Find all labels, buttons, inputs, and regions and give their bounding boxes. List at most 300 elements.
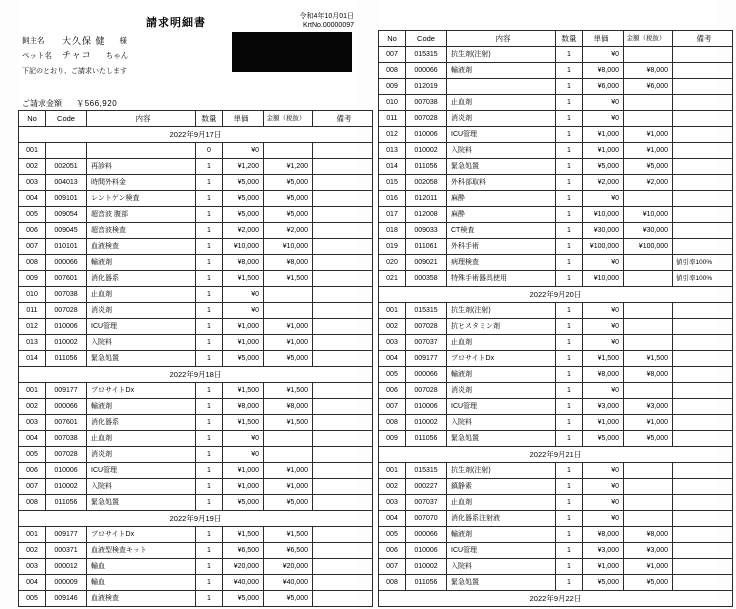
cell-qty: 1 — [556, 207, 583, 223]
cell-name: 血液検査 — [87, 591, 196, 607]
cell-amount: ¥1,500 — [624, 351, 673, 367]
cell-name: 消炎剤 — [447, 383, 556, 399]
cell-qty: 1 — [196, 303, 223, 319]
cell-name: レントゲン検査 — [87, 191, 196, 207]
date-label: 2022年9月18日 — [19, 367, 373, 383]
cell-name: 輸血 — [87, 575, 196, 591]
cell-no: 017 — [379, 207, 406, 223]
table-row — [379, 527, 733, 543]
cell-amount: ¥5,000 — [624, 431, 673, 447]
col-qty: 数量 — [196, 111, 223, 127]
cell-qty: 1 — [196, 175, 223, 191]
cell-no: 007 — [19, 239, 46, 255]
cell-code: 010006 — [406, 399, 447, 415]
cell-price: ¥8,000 — [583, 63, 624, 79]
cell-memo — [673, 191, 733, 207]
cell-code: 012008 — [406, 207, 447, 223]
cell-name: 入院料 — [447, 415, 556, 431]
cell-price: ¥0 — [583, 191, 624, 207]
cell-qty: 1 — [196, 271, 223, 287]
cell-price: ¥6,500 — [223, 543, 264, 559]
cell-no: 007 — [379, 399, 406, 415]
cell-qty: 1 — [196, 431, 223, 447]
cell-amount — [624, 335, 673, 351]
invoice-left-column — [18, 0, 358, 609]
cell-memo — [313, 559, 373, 575]
pet-suffix: ちゃん — [105, 50, 129, 60]
cell-memo — [673, 543, 733, 559]
cell-price: ¥0 — [223, 287, 264, 303]
cell-no: 021 — [379, 271, 406, 287]
cell-qty: 1 — [556, 143, 583, 159]
cell-qty: 1 — [556, 543, 583, 559]
cell-name: 鎮静素 — [447, 479, 556, 495]
cell-price: ¥0 — [583, 495, 624, 511]
date-label: 2022年9月21日 — [379, 447, 733, 463]
cell-qty: 1 — [196, 559, 223, 575]
cell-code: 009054 — [46, 207, 87, 223]
cell-amount: ¥8,000 — [264, 399, 313, 415]
cell-amount: ¥5,000 — [264, 591, 313, 607]
cell-no: 014 — [379, 159, 406, 175]
cell-name: ICU管理 — [87, 319, 196, 335]
cell-price: ¥10,000 — [583, 271, 624, 287]
cell-name: 時間外料金 — [87, 175, 196, 191]
cell-memo — [313, 287, 373, 303]
cell-amount: ¥8,000 — [264, 255, 313, 271]
cell-name: 消炎剤 — [87, 447, 196, 463]
cell-no: 011 — [19, 303, 46, 319]
cell-amount: ¥20,000 — [264, 559, 313, 575]
cell-qty: 1 — [196, 591, 223, 607]
cell-no: 012 — [19, 319, 46, 335]
cell-code: 007028 — [46, 303, 87, 319]
cell-memo — [313, 351, 373, 367]
header-row — [379, 31, 733, 47]
cell-price: ¥10,000 — [583, 207, 624, 223]
cell-code: 009177 — [46, 527, 87, 543]
cell-code: 007037 — [406, 335, 447, 351]
cell-amount: ¥3,000 — [624, 399, 673, 415]
invoice-header — [18, 0, 358, 110]
cell-no: 004 — [19, 575, 46, 591]
cell-qty: 1 — [196, 287, 223, 303]
cell-price: ¥2,000 — [583, 175, 624, 191]
cell-price: ¥0 — [223, 143, 264, 159]
issue-date: 令和4年10月01日 — [299, 13, 354, 20]
cell-code: 012019 — [406, 79, 447, 95]
cell-code: 011056 — [406, 575, 447, 591]
table-row — [19, 159, 373, 175]
cell-code: 007038 — [406, 95, 447, 111]
cell-code: 007028 — [406, 383, 447, 399]
cell-no: 016 — [379, 191, 406, 207]
col-qty: 数量 — [556, 31, 583, 47]
table-row — [379, 351, 733, 367]
cell-no: 002 — [379, 319, 406, 335]
table-row — [19, 351, 373, 367]
cell-memo — [673, 431, 733, 447]
cell-price: ¥5,000 — [223, 591, 264, 607]
cell-amount: ¥1,500 — [264, 271, 313, 287]
table-row — [379, 303, 733, 319]
cell-amount: ¥8,000 — [624, 527, 673, 543]
cell-qty: 1 — [556, 383, 583, 399]
cell-memo — [313, 399, 373, 415]
cell-price: ¥0 — [583, 319, 624, 335]
cell-no: 007 — [379, 47, 406, 63]
cell-qty: 1 — [196, 255, 223, 271]
cell-name: ICU管理 — [447, 127, 556, 143]
cell-name: 再診料 — [87, 159, 196, 175]
cell-qty: 1 — [556, 303, 583, 319]
cell-qty: 0 — [196, 143, 223, 159]
table-row — [19, 335, 373, 351]
cell-name — [87, 143, 196, 159]
cell-memo — [673, 495, 733, 511]
cell-code: 009045 — [46, 223, 87, 239]
cell-no: 001 — [19, 383, 46, 399]
cell-code: 010002 — [46, 335, 87, 351]
cell-code: 011061 — [406, 239, 447, 255]
invoice-right-column — [378, 0, 718, 609]
table-row — [379, 431, 733, 447]
cell-no: 005 — [19, 207, 46, 223]
cell-amount: ¥100,000 — [624, 239, 673, 255]
cell-memo — [673, 207, 733, 223]
cell-memo — [673, 335, 733, 351]
cell-price: ¥0 — [583, 95, 624, 111]
cell-amount: ¥1,500 — [264, 415, 313, 431]
cell-name: CT検査 — [447, 223, 556, 239]
cell-qty: 1 — [556, 415, 583, 431]
cell-memo — [313, 415, 373, 431]
cell-memo — [313, 223, 373, 239]
cell-qty: 1 — [196, 463, 223, 479]
table-row — [19, 239, 373, 255]
cell-code: 007037 — [406, 495, 447, 511]
cell-name: 入院料 — [447, 559, 556, 575]
cell-no: 003 — [19, 415, 46, 431]
cell-price: ¥1,000 — [583, 415, 624, 431]
cell-code: 010006 — [406, 127, 447, 143]
cell-qty: 1 — [196, 223, 223, 239]
cell-qty: 1 — [556, 127, 583, 143]
table-row — [379, 207, 733, 223]
cell-name: 緊急処置 — [87, 495, 196, 511]
cell-code: 000066 — [46, 399, 87, 415]
cell-no: 004 — [379, 511, 406, 527]
cell-price: ¥0 — [583, 47, 624, 63]
cell-amount: ¥5,000 — [264, 175, 313, 191]
cell-name: 麻酔 — [447, 191, 556, 207]
cell-code: 009177 — [406, 351, 447, 367]
cell-qty: 1 — [556, 79, 583, 95]
cell-name: 入院料 — [87, 479, 196, 495]
cell-no: 008 — [379, 415, 406, 431]
cell-no: 011 — [379, 111, 406, 127]
pet-label: ペット名 — [22, 50, 52, 60]
cell-memo — [313, 239, 373, 255]
cell-name: 麻酔 — [447, 207, 556, 223]
date-label: 2022年9月17日 — [19, 127, 373, 143]
cell-memo — [313, 255, 373, 271]
cell-price: ¥20,000 — [223, 559, 264, 575]
cell-no: 002 — [19, 399, 46, 415]
col-no: No — [19, 111, 46, 127]
total-label: ご請求金額 — [22, 99, 62, 108]
cell-memo — [673, 479, 733, 495]
cell-amount: ¥5,000 — [624, 575, 673, 591]
cell-price: ¥8,000 — [583, 527, 624, 543]
table-row — [379, 111, 733, 127]
cell-code: 010002 — [406, 143, 447, 159]
cell-name: 外科手術 — [447, 239, 556, 255]
cell-code: 010006 — [46, 319, 87, 335]
cell-qty: 1 — [556, 527, 583, 543]
table-row — [19, 255, 373, 271]
table-row — [19, 495, 373, 511]
cell-memo — [313, 335, 373, 351]
cell-no: 014 — [19, 351, 46, 367]
cell-code: 000066 — [406, 367, 447, 383]
cell-code: 002058 — [406, 175, 447, 191]
cell-name: 消化器系注射液 — [447, 511, 556, 527]
cell-no: 002 — [19, 543, 46, 559]
cell-code: 009033 — [406, 223, 447, 239]
cell-memo: 値引率100% — [673, 271, 733, 287]
cell-name: 輸液剤 — [87, 255, 196, 271]
cell-memo — [673, 367, 733, 383]
table-row — [19, 383, 373, 399]
cell-name — [447, 79, 556, 95]
cell-amount — [624, 255, 673, 271]
cell-price: ¥3,000 — [583, 543, 624, 559]
cell-memo — [673, 575, 733, 591]
cell-price: ¥1,000 — [583, 127, 624, 143]
table-row — [379, 559, 733, 575]
table-row — [379, 415, 733, 431]
cell-code: 010101 — [46, 239, 87, 255]
cell-price: ¥1,500 — [223, 415, 264, 431]
cell-amount: ¥40,000 — [264, 575, 313, 591]
cell-price: ¥0 — [583, 335, 624, 351]
redacted-block — [232, 32, 352, 72]
cell-qty: 1 — [196, 447, 223, 463]
cell-no: 007 — [19, 479, 46, 495]
table-row — [379, 239, 733, 255]
cell-no: 020 — [379, 255, 406, 271]
cell-amount — [624, 511, 673, 527]
cell-name: 消化器系 — [87, 415, 196, 431]
cell-name: 消炎剤 — [87, 303, 196, 319]
cell-price: ¥1,200 — [223, 159, 264, 175]
cell-code: 011056 — [406, 431, 447, 447]
cell-no: 009 — [19, 271, 46, 287]
cell-amount: ¥6,000 — [624, 79, 673, 95]
cell-no: 008 — [379, 575, 406, 591]
cell-no: 009 — [379, 79, 406, 95]
cell-code: 012011 — [406, 191, 447, 207]
table-row — [379, 223, 733, 239]
cell-name: 緊急処置 — [447, 159, 556, 175]
cell-code: 004013 — [46, 175, 87, 191]
cell-amount: ¥1,000 — [264, 335, 313, 351]
cell-memo — [313, 527, 373, 543]
col-code: Code — [406, 31, 447, 47]
cell-memo — [673, 159, 733, 175]
cell-name: ブロサイトDx — [447, 351, 556, 367]
cell-qty: 1 — [556, 191, 583, 207]
cell-no: 006 — [19, 223, 46, 239]
cell-qty: 1 — [556, 175, 583, 191]
cell-amount: ¥1,000 — [624, 559, 673, 575]
cell-memo — [673, 415, 733, 431]
cell-qty: 1 — [556, 159, 583, 175]
cell-no: 003 — [379, 335, 406, 351]
cell-name: 輸液剤 — [87, 399, 196, 415]
cell-no: 010 — [19, 287, 46, 303]
cell-no: 003 — [19, 559, 46, 575]
cell-code: 002051 — [46, 159, 87, 175]
cell-code: 011056 — [406, 159, 447, 175]
cell-name: 消化器系 — [87, 271, 196, 287]
cell-name: 超音波 腹部 — [87, 207, 196, 223]
table-row — [379, 543, 733, 559]
cell-no: 001 — [19, 143, 46, 159]
cell-no: 004 — [19, 431, 46, 447]
cell-amount: ¥5,000 — [264, 351, 313, 367]
cell-amount: ¥1,200 — [264, 159, 313, 175]
col-price: 単価 — [583, 31, 624, 47]
cell-no: 005 — [379, 367, 406, 383]
cell-memo — [313, 575, 373, 591]
table-row — [19, 575, 373, 591]
table-row — [19, 415, 373, 431]
cell-qty: 1 — [556, 463, 583, 479]
cell-price: ¥0 — [583, 511, 624, 527]
table-row — [379, 399, 733, 415]
cell-amount: ¥1,500 — [264, 383, 313, 399]
table-row — [379, 495, 733, 511]
cell-code: 007601 — [46, 271, 87, 287]
cell-memo — [673, 95, 733, 111]
cell-price: ¥0 — [583, 383, 624, 399]
table-row — [379, 335, 733, 351]
cell-memo — [673, 351, 733, 367]
cell-code: 011056 — [46, 495, 87, 511]
cell-no: 010 — [379, 95, 406, 111]
cell-qty: 1 — [556, 255, 583, 271]
date-label: 2022年9月19日 — [19, 511, 373, 527]
cell-code: 011056 — [46, 351, 87, 367]
cell-qty: 1 — [196, 159, 223, 175]
cell-amount: ¥5,000 — [264, 495, 313, 511]
table-row — [379, 79, 733, 95]
table-row — [379, 463, 733, 479]
cell-amount — [624, 463, 673, 479]
cell-name: ブロサイトDx — [87, 383, 196, 399]
date-separator-row — [19, 367, 373, 383]
cell-price: ¥8,000 — [223, 399, 264, 415]
cell-amount: ¥1,000 — [264, 463, 313, 479]
cell-code: 000066 — [406, 527, 447, 543]
cell-price: ¥5,000 — [223, 207, 264, 223]
cell-code: 009101 — [46, 191, 87, 207]
cell-qty: 1 — [556, 575, 583, 591]
table-row — [379, 271, 733, 287]
cell-price: ¥0 — [583, 303, 624, 319]
col-no: No — [379, 31, 406, 47]
cell-price: ¥5,000 — [223, 191, 264, 207]
cell-memo — [673, 63, 733, 79]
col-amount: 金額（税抜） — [264, 111, 313, 127]
cell-amount — [624, 479, 673, 495]
cell-price: ¥1,000 — [583, 143, 624, 159]
table-row — [19, 447, 373, 463]
cell-amount — [624, 191, 673, 207]
cell-qty: 1 — [196, 351, 223, 367]
col-amount: 金額（税抜） — [624, 31, 673, 47]
cell-code: 000009 — [46, 575, 87, 591]
cell-amount — [624, 383, 673, 399]
table-row — [379, 175, 733, 191]
cell-no: 015 — [379, 175, 406, 191]
cell-code: 007028 — [406, 319, 447, 335]
owner-name: 大久保 健 — [62, 36, 106, 46]
cell-memo — [313, 479, 373, 495]
cell-price: ¥8,000 — [223, 255, 264, 271]
table-body-left — [19, 127, 373, 607]
cell-code: 009021 — [406, 255, 447, 271]
table-row — [19, 223, 373, 239]
cell-no: 008 — [19, 255, 46, 271]
cell-qty: 1 — [196, 399, 223, 415]
cell-no: 013 — [379, 143, 406, 159]
pet-row — [22, 48, 128, 62]
cell-code: 015315 — [406, 463, 447, 479]
cell-name: 止血剤 — [447, 495, 556, 511]
cell-name: 血液型検査キット — [87, 543, 196, 559]
cell-qty: 1 — [196, 207, 223, 223]
cell-amount: ¥1,000 — [624, 143, 673, 159]
cell-qty: 1 — [196, 335, 223, 351]
cell-price: ¥6,000 — [583, 79, 624, 95]
cell-price: ¥10,000 — [223, 239, 264, 255]
cell-qty: 1 — [556, 431, 583, 447]
table-row — [379, 255, 733, 271]
cell-code: 007028 — [406, 111, 447, 127]
karte-number: KrtNo.00000097 — [303, 22, 354, 30]
cell-name: ICU管理 — [447, 399, 556, 415]
cell-price: ¥1,000 — [583, 559, 624, 575]
col-name: 内容 — [447, 31, 556, 47]
cell-qty: 1 — [196, 239, 223, 255]
cell-amount — [624, 95, 673, 111]
cell-code: 007038 — [46, 287, 87, 303]
cell-name: 輸血 — [87, 559, 196, 575]
cell-price: ¥1,000 — [223, 335, 264, 351]
cell-name: 止血剤 — [447, 335, 556, 351]
cell-qty: 1 — [196, 319, 223, 335]
cell-amount — [624, 303, 673, 319]
cell-price: ¥0 — [583, 479, 624, 495]
col-price: 単価 — [223, 111, 264, 127]
cell-code: 000066 — [406, 63, 447, 79]
cell-price: ¥3,000 — [583, 399, 624, 415]
cell-name: ICU管理 — [447, 543, 556, 559]
cell-price: ¥2,000 — [223, 223, 264, 239]
